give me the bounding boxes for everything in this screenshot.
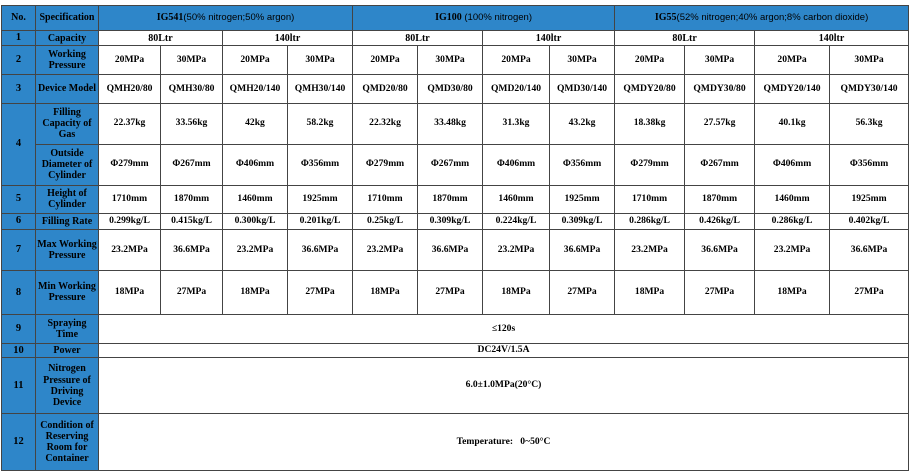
header-specification: Specification xyxy=(36,6,99,31)
group-detail: (52% nitrogen;40% argon;8% carbon dioxide) xyxy=(676,12,869,24)
table-cell: 30MPa xyxy=(161,46,223,75)
table-cell: 56.3kg xyxy=(830,103,909,144)
table-cell: 0.426kg/L xyxy=(685,213,755,229)
table-row-filling-capacity xyxy=(2,103,909,144)
table-cell: 36.6MPa xyxy=(288,229,353,270)
row-label: Device Model xyxy=(36,75,99,104)
table-cell: 1870mm xyxy=(161,185,223,213)
row-label: Filling Capacity of Gas xyxy=(36,103,99,144)
table-cell: 23.2MPa xyxy=(99,229,161,270)
table-cell: 0.402kg/L xyxy=(830,213,909,229)
table-cell: 30MPa xyxy=(685,46,755,75)
table-cell: DC24V/1.5A xyxy=(99,343,909,357)
row-label: Outside Diameter of Cylinder xyxy=(36,144,99,185)
table-cell: 36.6MPa xyxy=(161,229,223,270)
specification-table xyxy=(1,5,909,471)
row-number: 7 xyxy=(2,229,36,270)
table-cell: 27MPa xyxy=(161,270,223,314)
table-cell: 22.32kg xyxy=(353,103,418,144)
table-cell: 27MPa xyxy=(418,270,483,314)
row-number: 6 xyxy=(2,213,36,229)
row-number: 10 xyxy=(2,343,36,357)
table-cell: 20MPa xyxy=(223,46,288,75)
table-cell: 0.224kg/L xyxy=(483,213,550,229)
table-cell: 80Ltr xyxy=(353,31,483,46)
table-cell: QMDY30/140 xyxy=(830,75,909,104)
table-cell: 18MPa xyxy=(483,270,550,314)
table-cell: QMH30/140 xyxy=(288,75,353,104)
table-row-height xyxy=(2,185,909,213)
table-cell: 23.2MPa xyxy=(755,229,830,270)
table-cell: 18MPa xyxy=(615,270,685,314)
table-row-nitrogen-pressure xyxy=(2,358,909,414)
table-cell: 80Ltr xyxy=(99,31,223,46)
table-cell: Φ279mm xyxy=(353,144,418,185)
table-cell: Φ267mm xyxy=(685,144,755,185)
table-cell: Φ356mm xyxy=(288,144,353,185)
table-row-capacity xyxy=(2,31,909,46)
table-cell: 0.309kg/L xyxy=(550,213,615,229)
table-cell: ≤120s xyxy=(99,315,909,344)
table-cell: QMD20/140 xyxy=(483,75,550,104)
table-cell: 0.286kg/L xyxy=(615,213,685,229)
table-cell: 22.37kg xyxy=(99,103,161,144)
table-cell: 33.56kg xyxy=(161,103,223,144)
table-cell: 18MPa xyxy=(755,270,830,314)
row-label: Height of Cylinder xyxy=(36,185,99,213)
row-number: 5 xyxy=(2,185,36,213)
table-cell: Φ279mm xyxy=(615,144,685,185)
table-cell: Φ406mm xyxy=(755,144,830,185)
table-row-device-model xyxy=(2,75,909,104)
table-cell: 23.2MPa xyxy=(223,229,288,270)
row-label: Capacity xyxy=(36,31,99,46)
table-cell: 80Ltr xyxy=(615,31,755,46)
table-cell: QMD30/140 xyxy=(550,75,615,104)
table-row-spraying-time xyxy=(2,315,909,344)
table-row-filling-rate xyxy=(2,213,909,229)
row-number: 2 xyxy=(2,46,36,75)
table-cell: 42kg xyxy=(223,103,288,144)
table-cell: 0.299kg/L xyxy=(99,213,161,229)
row-label: Nitrogen Pressure of Driving Device xyxy=(36,358,99,414)
table-cell: 27MPa xyxy=(550,270,615,314)
row-label: Filling Rate xyxy=(36,213,99,229)
row-number: 3 xyxy=(2,75,36,104)
group-name: IG55 xyxy=(654,12,677,24)
table-cell: QMH20/80 xyxy=(99,75,161,104)
table-cell: 30MPa xyxy=(288,46,353,75)
table-cell: 1710mm xyxy=(99,185,161,213)
table-cell: 27MPa xyxy=(685,270,755,314)
table-cell: 27MPa xyxy=(830,270,909,314)
table-cell: 0.309kg/L xyxy=(418,213,483,229)
table-cell: 36.6MPa xyxy=(418,229,483,270)
table-cell: 140ltr xyxy=(755,31,909,46)
group-name: IG541 xyxy=(156,12,184,24)
table-cell: 31.3kg xyxy=(483,103,550,144)
row-label: Power xyxy=(36,343,99,357)
table-cell: 20MPa xyxy=(755,46,830,75)
table-cell: QMD20/80 xyxy=(353,75,418,104)
table-cell: 0.286kg/L xyxy=(755,213,830,229)
row-label: Min Working Pressure xyxy=(36,270,99,314)
row-number: 12 xyxy=(2,414,36,471)
table-cell: 6.0±1.0MPa(20°C) xyxy=(99,358,909,414)
table-cell: 20MPa xyxy=(483,46,550,75)
table-cell: 1925mm xyxy=(830,185,909,213)
table-cell: QMH20/140 xyxy=(223,75,288,104)
table-cell: Φ279mm xyxy=(99,144,161,185)
table-cell: 1710mm xyxy=(615,185,685,213)
row-label: Max Working Pressure xyxy=(36,229,99,270)
row-label: Spraying Time xyxy=(36,315,99,344)
row-number: 9 xyxy=(2,315,36,344)
table-cell: 43.2kg xyxy=(550,103,615,144)
table-cell: QMDY20/80 xyxy=(615,75,685,104)
table-cell: QMH30/80 xyxy=(161,75,223,104)
table-cell: 18MPa xyxy=(99,270,161,314)
table-cell: 18MPa xyxy=(353,270,418,314)
table-cell: 40.1kg xyxy=(755,103,830,144)
table-cell: 36.6MPa xyxy=(685,229,755,270)
table-cell: Φ406mm xyxy=(223,144,288,185)
table-cell: 1710mm xyxy=(353,185,418,213)
table-cell: 58.2kg xyxy=(288,103,353,144)
table-cell: Φ356mm xyxy=(550,144,615,185)
table-cell: 23.2MPa xyxy=(353,229,418,270)
table-cell: 1870mm xyxy=(685,185,755,213)
table-cell: Φ356mm xyxy=(830,144,909,185)
table-row-min-pressure xyxy=(2,270,909,314)
row-number: 4 xyxy=(2,103,36,185)
row-number: 8 xyxy=(2,270,36,314)
table-cell: 1925mm xyxy=(288,185,353,213)
table-cell: 18MPa xyxy=(223,270,288,314)
table-cell: 30MPa xyxy=(550,46,615,75)
table-cell: QMDY20/140 xyxy=(755,75,830,104)
table-cell: 0.415kg/L xyxy=(161,213,223,229)
table-cell: 1460mm xyxy=(755,185,830,213)
table-cell: Φ267mm xyxy=(161,144,223,185)
table-cell: Temperature: 0~50°C xyxy=(99,414,909,471)
header-group-ig55 xyxy=(615,6,909,31)
table-row-working-pressure xyxy=(2,46,909,75)
table-cell: 27MPa xyxy=(288,270,353,314)
table-cell: 140ltr xyxy=(483,31,615,46)
table-cell: 33.48kg xyxy=(418,103,483,144)
table-cell: 1460mm xyxy=(223,185,288,213)
table-cell: 23.2MPa xyxy=(483,229,550,270)
table-cell: 1925mm xyxy=(550,185,615,213)
table-cell: QMDY30/80 xyxy=(685,75,755,104)
table-cell: 18.38kg xyxy=(615,103,685,144)
header-group-ig541 xyxy=(99,6,353,31)
table-cell: 1870mm xyxy=(418,185,483,213)
row-number: 1 xyxy=(2,31,36,46)
table-row-max-pressure xyxy=(2,229,909,270)
table-cell: 20MPa xyxy=(615,46,685,75)
table-row-power xyxy=(2,343,909,357)
group-detail: (50% nitrogen;50% argon) xyxy=(183,12,295,24)
header-no: No. xyxy=(2,6,36,31)
table-cell: QMD30/80 xyxy=(418,75,483,104)
row-label: Working Pressure xyxy=(36,46,99,75)
header-group-ig100 xyxy=(353,6,615,31)
table-cell: 20MPa xyxy=(99,46,161,75)
header-row xyxy=(2,6,909,31)
table-cell: 0.201kg/L xyxy=(288,213,353,229)
table-cell: 30MPa xyxy=(830,46,909,75)
table-cell: Φ406mm xyxy=(483,144,550,185)
table-row-outside-diameter xyxy=(2,144,909,185)
table-cell: 27.57kg xyxy=(685,103,755,144)
table-row-reserving-room xyxy=(2,414,909,471)
table-cell: 0.25kg/L xyxy=(353,213,418,229)
table-cell: 1460mm xyxy=(483,185,550,213)
group-detail: (100% nitrogen) xyxy=(461,12,532,24)
row-number: 11 xyxy=(2,358,36,414)
group-name: IG100 xyxy=(435,12,462,24)
table-cell: 20MPa xyxy=(353,46,418,75)
table-cell: Φ267mm xyxy=(418,144,483,185)
row-label: Condition of Reserving Room for Container xyxy=(36,414,99,471)
table-cell: 36.6MPa xyxy=(550,229,615,270)
table-cell: 0.300kg/L xyxy=(223,213,288,229)
table-cell: 36.6MPa xyxy=(830,229,909,270)
table-cell: 23.2MPa xyxy=(615,229,685,270)
table-cell: 30MPa xyxy=(418,46,483,75)
table-cell: 140ltr xyxy=(223,31,353,46)
